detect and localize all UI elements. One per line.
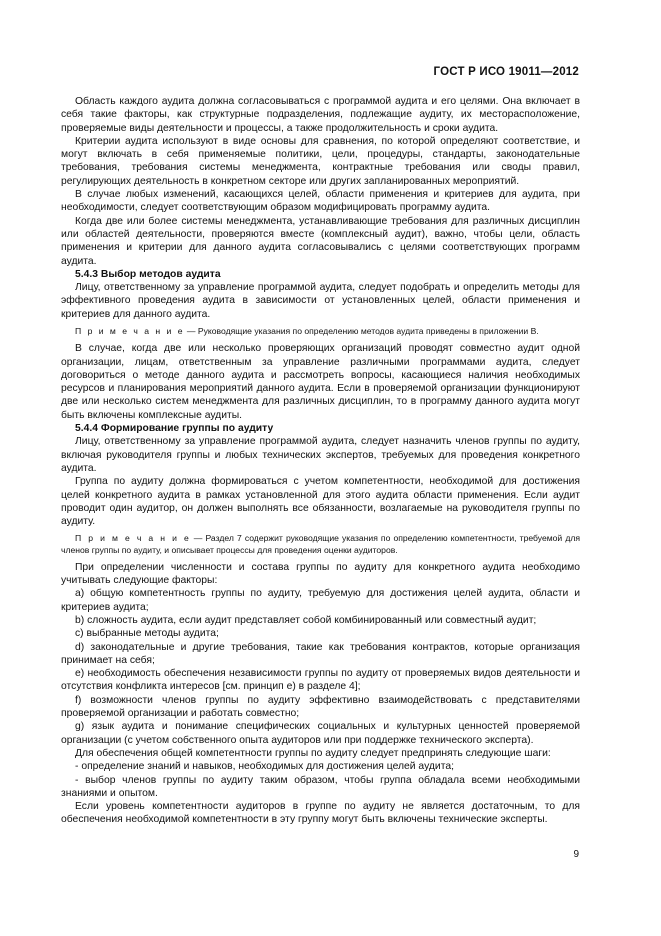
paragraph-team-competence: Группа по аудиту должна формироваться с учетом компетентности, необходимой для достижения целей конкретного аудита в рамках установленной для этого аудита области применения. Если аудит проводит один аудитор, он должен выполнять все обязанности, возлагаемые на руководителя группы по аудиту. xyxy=(61,476,580,528)
paragraph-changes: В случае любых изменений, касающихся целей, области применения и критериев для аудита, при необходимости, следует соответствующим образом модифицировать программу аудита. xyxy=(61,189,580,214)
page-content xyxy=(61,95,580,827)
note-text: — Руководящие указания по определению методов аудита приведены в приложении В. xyxy=(184,326,539,337)
page-number: 9 xyxy=(573,849,579,860)
note-label: П р и м е ч а н и е xyxy=(75,533,191,544)
paragraph-audit-scope: Область каждого аудита должна согласовываться с программой аудита и его целями. Она включает в себя такие факторы, как структурные подразделения, подлежащие аудиту, их месторасположение, проверяемые виды деятельности и процессы, а также продолжительность и сроки аудита. xyxy=(61,96,580,134)
list-item-c: c) выбранные методы аудита; xyxy=(75,628,219,640)
list-item-g: g) язык аудита и понимание специфических социальных и культурных ценностей проверяемой организации (с учетом собственного опыта аудиторов или при поддержке технического эксперта). xyxy=(61,721,580,746)
note-methods xyxy=(61,326,580,337)
dash-item-knowledge: - определение знаний и навыков, необходимых для достижения целей аудита; xyxy=(75,761,454,773)
list-item-b: b) сложность аудита, если аудит представляет собой комбинированный или совместный аудит; xyxy=(75,615,537,626)
list-item-a: a) общую компетентность группы по аудиту, требуемую для достижения целей аудита, области и критериев аудита; xyxy=(61,588,580,613)
paragraph-methods: Лицу, ответственному за управление программой аудита, следует подобрать и определить методы для эффективного проведения аудита в зависимости от установленных целей, области применения и критериев для данного аудита. xyxy=(61,282,580,320)
note-text: — Раздел 7 содержит руководящие указания по определению компетентности, требуемой для членов группы по аудиту, и описывает процессы для проведения оценки аудиторов. xyxy=(61,533,580,555)
list-item-d: d) законодательные и другие требования, такие как требования контрактов, которые организация принимает на себя; xyxy=(61,641,580,666)
paragraph-joint-audit: В случае, когда две или несколько проверяющих организаций проводят совместно аудит одной организации, лицам, ответственным за управление различными программами аудита, следует договориться о методе данного аудита и рассмотреть вопросы, касающиеся наличия необходимых ресурсов и планирования мероприятий данного аудита. Если в проверяемой организации функционируют две или несколько систем менеджмента для различных дисциплин, то в программу данного аудита могут быть включены комплексные аудиты. xyxy=(61,343,580,421)
paragraph-steps-intro: Для обеспечения общей компетентности группы по аудиту следует предпринять следующие шаги: xyxy=(75,747,551,759)
paragraph-technical-experts: Если уровень компетентности аудиторов в группе по аудиту не является достаточным, то для обеспечения необходимой компетентности в эту группу могут быть включены технические эксперты. xyxy=(61,801,580,826)
paragraph-audit-criteria: Критерии аудита используют в виде основы для сравнения, по которой определяют соответствие, и могут включать в себя применяемые политики, цели, процедуры, стандарты, законодательные требования, требования системы менеджмента, контрактные требования или своды правил, регулирующих деятельность в конкретном секторе или других запланированных мероприятий. xyxy=(61,135,580,187)
list-item-f: f) возможности членов группы по аудиту эффективно взаимодействовать с представителями проверяемой организации и работать совместно; xyxy=(61,694,580,720)
paragraph-combined-audit: Когда две или более системы менеджмента, устанавливающие требования для различных дисциплин или областей деятельности, проверяются вместе (комплексный аудит), важно, чтобы цели, область применения и критерии для данного аудита согласовывались с целями соответствующих программ аудита. xyxy=(61,215,580,267)
section-heading-5-4-3: 5.4.3 Выбор методов аудита xyxy=(75,268,221,280)
document-header: ГОСТ Р ИСО 19011—2012 xyxy=(433,66,579,78)
dash-item-selection: - выбор членов группы по аудиту таким образом, чтобы группа обладала всеми необходимыми знаниями и опытом. xyxy=(61,774,580,799)
paragraph-team-assignment: Лицу, ответственному за управление программой аудита, следует назначить членов группы по аудиту, включая руководителя группы и любых технических экспертов, требуемых для проведения конкретного аудита. xyxy=(61,436,580,474)
note-label: П р и м е ч а н и е xyxy=(75,326,185,337)
section-heading-5-4-4: 5.4.4 Формирование группы по аудиту xyxy=(75,423,274,435)
list-item-e: e) необходимость обеспечения независимости группы по аудиту от проверяемых видов деятельности и отсутствия конфликта интересов [см. принцип е) в разделе 4]; xyxy=(61,668,580,693)
paragraph-factors-intro: При определении численности и состава группы по аудиту для конкретного аудита необходимо учитывать следующие факторы: xyxy=(61,561,580,587)
note-competence xyxy=(61,533,580,555)
